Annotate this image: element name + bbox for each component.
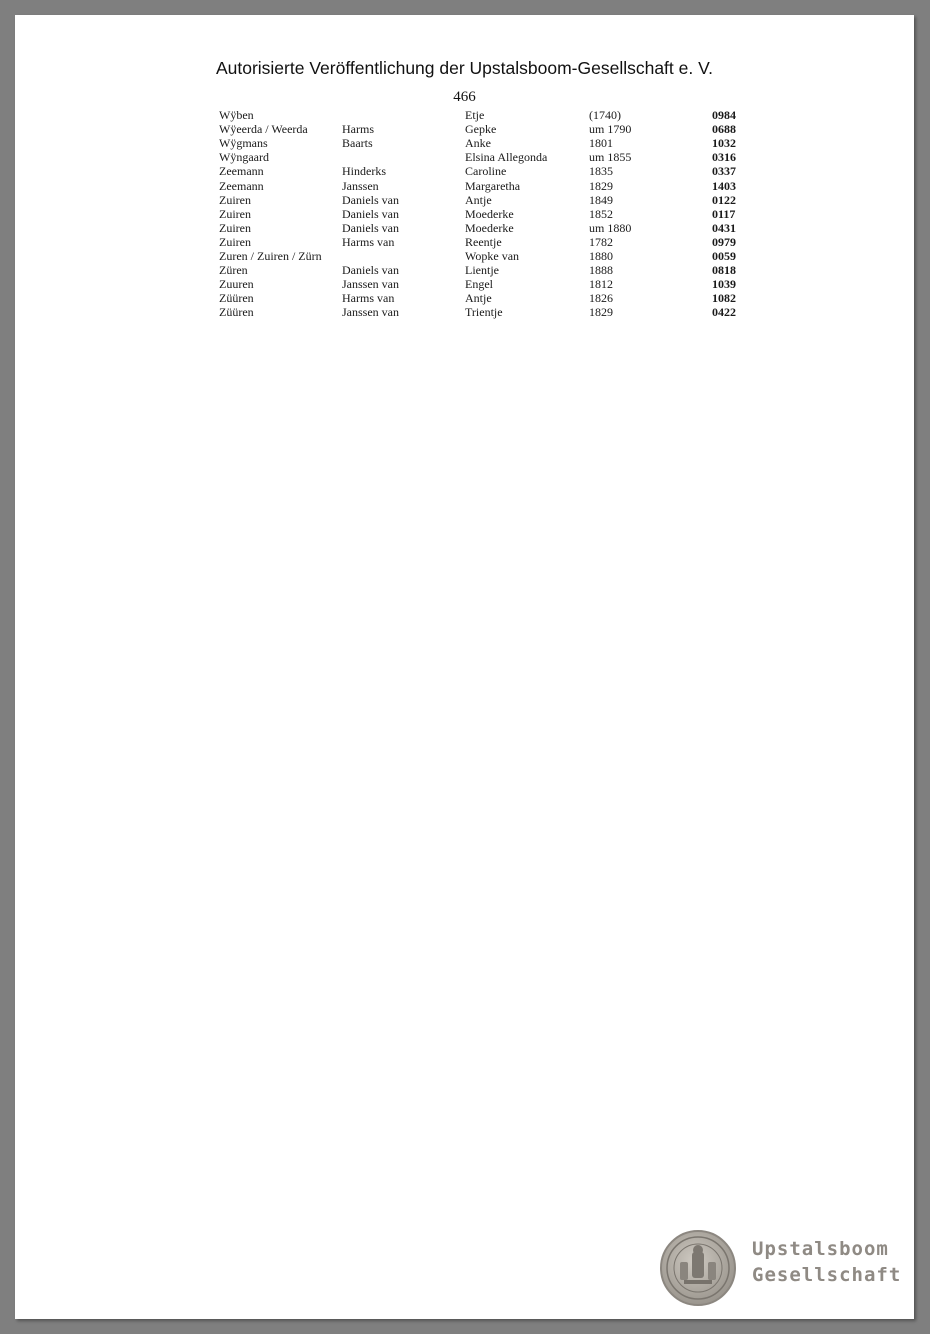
cell-surname: Züüren <box>219 291 254 306</box>
cell-given: Wopke van <box>465 249 520 263</box>
table-row <box>15 291 914 305</box>
table-row <box>15 108 914 122</box>
cell-patronymic: Janssen van <box>342 305 399 320</box>
logo-text-line1: Upstalsboom <box>752 1238 889 1260</box>
cell-id: 0316 <box>712 150 736 165</box>
cell-id: 0337 <box>712 164 736 179</box>
cell-patronymic: Baarts <box>342 136 373 151</box>
cell-surname: Wÿben <box>219 108 254 122</box>
page-number: 466 <box>453 89 476 105</box>
cell-id: 0979 <box>712 234 736 249</box>
page-header: Autorisierte Veröffentlichung der Upstalsboom-Gesellschaft e. V. <box>215 58 714 78</box>
seal-icon <box>660 1230 736 1306</box>
cell-patronymic: Hinderks <box>342 164 386 179</box>
cell-year: um 1855 <box>589 150 632 165</box>
cell-surname: Wÿngaard <box>219 150 269 165</box>
cell-surname: Zuren / Zuiren / Zürn <box>219 249 322 263</box>
cell-year: 1835 <box>589 164 613 179</box>
cell-year: 1826 <box>589 291 613 306</box>
cell-surname: Züüren <box>219 305 254 320</box>
cell-id: 1032 <box>712 136 736 151</box>
table-row <box>15 164 914 178</box>
cell-surname: Zeemann <box>219 164 264 179</box>
cell-surname: Zuiren <box>219 206 251 221</box>
cell-surname: Zuuren <box>219 277 254 292</box>
cell-patronymic: Daniels van <box>342 206 399 221</box>
cell-surname: Züren <box>219 263 248 278</box>
cell-given: Lientje <box>465 263 499 278</box>
cell-patronymic: Janssen van <box>342 277 399 292</box>
cell-id: 0818 <box>712 263 736 278</box>
table-row <box>15 207 914 221</box>
cell-surname: Wÿeerda / Weerda <box>219 122 308 137</box>
cell-id: 0422 <box>712 305 736 320</box>
table-row <box>15 277 914 291</box>
cell-given: Elsina Allegonda <box>465 150 548 165</box>
cell-surname: Zeemann <box>219 178 264 193</box>
cell-patronymic: Harms <box>342 122 374 137</box>
cell-given: Antje <box>465 291 492 306</box>
cell-surname: Zuiren <box>219 220 251 235</box>
cell-id: 1082 <box>712 291 736 306</box>
table-row <box>15 221 914 235</box>
table-row <box>15 305 914 319</box>
cell-year: 1801 <box>589 136 613 151</box>
cell-patronymic: Harms van <box>342 234 395 249</box>
cell-year: 1782 <box>589 234 613 249</box>
cell-id: 0984 <box>712 108 736 122</box>
table-row <box>15 249 914 263</box>
cell-patronymic: Janssen <box>342 178 379 193</box>
cell-id: 0059 <box>712 249 736 263</box>
cell-year: 1812 <box>589 277 613 292</box>
cell-year: 1888 <box>589 263 613 278</box>
cell-year: 1849 <box>589 192 613 207</box>
logo-text-line2: Gesellschaft <box>752 1264 902 1286</box>
cell-given: Moederke <box>465 220 514 235</box>
cell-given: Moederke <box>465 206 514 221</box>
cell-surname: Zuiren <box>219 192 251 207</box>
cell-id: 1039 <box>712 277 736 292</box>
cell-id: 0688 <box>712 122 736 137</box>
cell-id: 0117 <box>712 206 736 221</box>
cell-given: Caroline <box>465 164 507 179</box>
table-row <box>15 263 914 277</box>
cell-year: um 1880 <box>589 220 632 235</box>
table-row <box>15 179 914 193</box>
cell-year: 1880 <box>589 249 613 263</box>
cell-given: Trientje <box>465 305 503 320</box>
cell-given: Etje <box>465 108 485 122</box>
cell-patronymic: Harms van <box>342 291 395 306</box>
cell-given: Margaretha <box>465 178 521 193</box>
cell-given: Engel <box>465 277 493 292</box>
cell-given: Anke <box>465 136 491 151</box>
society-logo <box>660 1230 900 1306</box>
cell-year: um 1790 <box>589 122 632 137</box>
cell-given: Gepke <box>465 122 497 137</box>
cell-surname: Wÿgmans <box>219 136 268 151</box>
cell-year: 1852 <box>589 206 613 221</box>
cell-given: Reentje <box>465 234 502 249</box>
document-page <box>15 15 914 1319</box>
table-row <box>15 150 914 164</box>
table-row <box>15 193 914 207</box>
cell-year: 1829 <box>589 178 613 193</box>
table-row <box>15 235 914 249</box>
table-row <box>15 122 914 136</box>
cell-year: 1829 <box>589 305 613 320</box>
cell-patronymic: Daniels van <box>342 263 399 278</box>
cell-id: 1403 <box>712 178 736 193</box>
cell-patronymic: Daniels van <box>342 220 399 235</box>
cell-year: (1740) <box>589 108 621 122</box>
table-row <box>15 136 914 150</box>
cell-patronymic: Daniels van <box>342 192 399 207</box>
cell-surname: Zuiren <box>219 234 251 249</box>
cell-given: Antje <box>465 192 492 207</box>
cell-id: 0431 <box>712 220 736 235</box>
cell-id: 0122 <box>712 192 736 207</box>
